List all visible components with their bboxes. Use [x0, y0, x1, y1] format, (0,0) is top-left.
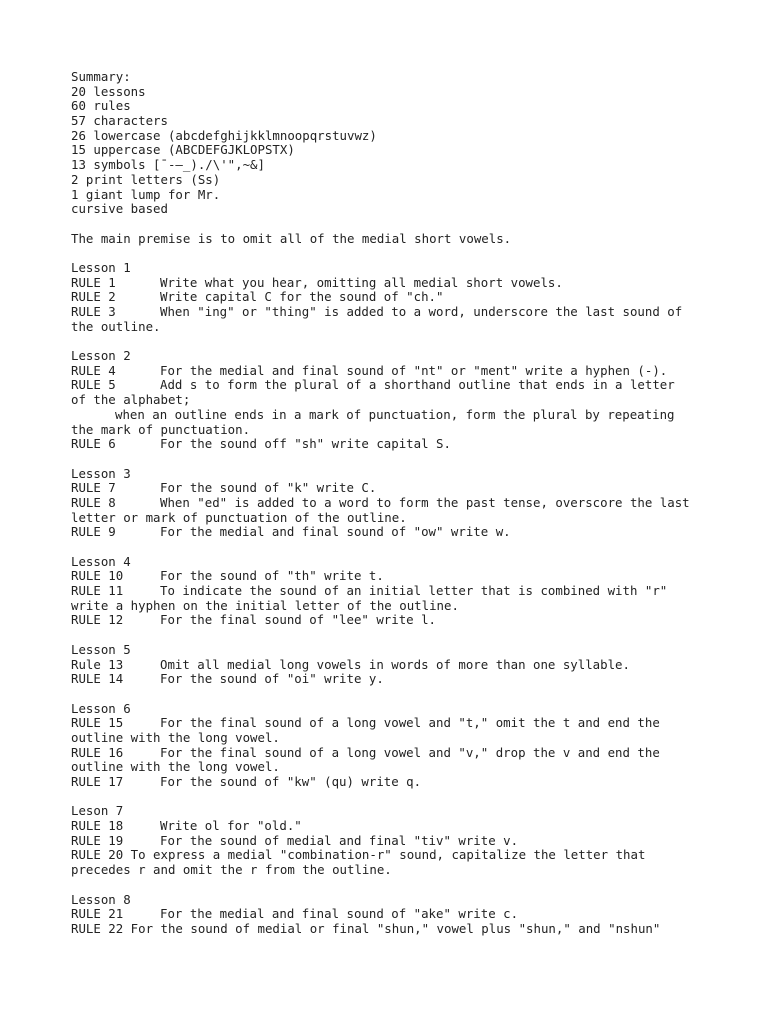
- rule-text: For the sound of "th" write t.: [160, 568, 384, 584]
- rule-text: For the sound off "sh" write capital S.: [160, 436, 451, 452]
- rule-continuation: precedes r and omit the r from the outline.: [71, 862, 392, 878]
- rule-text: Write capital C for the sound of "ch.": [160, 289, 444, 305]
- blank-line: [71, 878, 731, 893]
- summary-line: 2 print letters (Ss): [71, 171, 221, 187]
- summary-line: 13 symbols [¯-—_)./\'",~&]: [71, 157, 265, 173]
- rule-line: [71, 819, 731, 834]
- rule-line: [71, 569, 731, 584]
- rule-line: [71, 672, 731, 687]
- lesson-title: Lesson 2: [71, 348, 131, 364]
- rule-continuation: outline with the long vowel.: [71, 729, 280, 745]
- rule-continuation: the outline.: [71, 318, 161, 334]
- rule-label: RULE 1: [71, 274, 116, 290]
- rule-text: For the medial and final sound of "ow" write w.: [160, 524, 511, 540]
- rule-line: [71, 276, 731, 291]
- rule-line: [71, 746, 731, 761]
- rule-continuation: letter or mark of punctuation of the outline.: [71, 509, 407, 525]
- rule-continuation: the mark of punctuation.: [71, 421, 251, 437]
- summary-line: 26 lowercase (abcdefghijkklmnoopqrstuvwz): [71, 127, 377, 143]
- rule-label: RULE 4: [71, 362, 116, 378]
- lesson-title: Lesson 3: [71, 465, 131, 481]
- lesson-title: Lesson 5: [71, 641, 131, 657]
- rule-line: [71, 907, 731, 922]
- rule-label: RULE 8: [71, 494, 116, 510]
- rule-line: RULE 20 To express a medial "combination-r" sound, capitalize the letter that: [71, 847, 646, 863]
- summary-line: 60 rules: [71, 98, 131, 114]
- rule-label: Rule 13: [71, 656, 124, 672]
- rule-line: [71, 437, 731, 452]
- summary-line: 15 uppercase (ABCDEFGJKLOPSTX): [71, 142, 295, 158]
- rule-label: RULE 11: [71, 583, 124, 599]
- rule-text: When "ed" is added to a word to form the past tense, overscore the last: [160, 494, 690, 510]
- rule-line: [71, 305, 731, 320]
- rule-label: RULE 6: [71, 436, 116, 452]
- rule-label: RULE 17: [71, 774, 124, 789]
- rule-line: [71, 658, 731, 673]
- blank-line: [71, 217, 731, 232]
- summary-line: 57 characters: [71, 113, 168, 129]
- rule-text: When "ing" or "thing" is added to a word, underscore the last sound of: [160, 304, 683, 319]
- rule-label: RULE 21: [71, 906, 124, 922]
- rule-label: RULE 15: [71, 715, 124, 731]
- document-page: [71, 70, 731, 937]
- rule-text: To indicate the sound of an initial letter that is combined with "r": [160, 583, 668, 599]
- rule-label: RULE 2: [71, 289, 116, 305]
- summary-line: 1 giant lump for Mr.: [71, 186, 221, 202]
- blank-line: [71, 540, 731, 555]
- rule-line: [71, 613, 731, 628]
- rule-text: For the sound of medial and final "tiv" write v.: [160, 832, 519, 848]
- rule-text: Write what you hear, omitting all medial short vowels.: [160, 274, 563, 290]
- rule-text: For the sound of "kw" (qu) write q.: [160, 774, 422, 789]
- rule-label: RULE 18: [71, 818, 124, 834]
- lesson-title: Leson 7: [71, 803, 124, 819]
- rule-text: For the final sound of "lee" write l.: [160, 612, 437, 628]
- rule-label: RULE 19: [71, 832, 124, 848]
- rule-line: [71, 834, 731, 849]
- rule-text: Add s to form the plural of a shorthand outline that ends in a letter: [160, 377, 675, 393]
- rule-label: RULE 16: [71, 744, 124, 760]
- rule-line: [71, 481, 731, 496]
- summary-line: 20 lessons: [71, 83, 146, 99]
- rule-line: [71, 584, 731, 599]
- lesson-title: Lesson 4: [71, 553, 131, 569]
- rule-line: RULE 22 For the sound of medial or final "shun," vowel plus "shun," and "nshun": [71, 920, 661, 936]
- rule-label: RULE 3: [71, 304, 116, 319]
- rule-label: RULE 12: [71, 612, 124, 628]
- rule-label: RULE 9: [71, 524, 116, 540]
- premise-line: The main premise is to omit all of the medial short vowels.: [71, 230, 512, 246]
- rule-text: For the final sound of a long vowel and "t," omit the t and end the: [160, 715, 660, 731]
- rule-line: [71, 378, 731, 393]
- rule-label: RULE 10: [71, 568, 124, 584]
- rule-text: Omit all medial long vowels in words of more than one syllable.: [160, 656, 630, 672]
- rule-text: For the sound of "oi" write y.: [160, 671, 384, 687]
- rule-continuation: of the alphabet;: [71, 392, 191, 408]
- summary-line: cursive based: [71, 201, 168, 217]
- blank-line: [71, 628, 731, 643]
- rule-text: For the final sound of a long vowel and "v," drop the v and end the: [160, 744, 660, 760]
- blank-line: [71, 334, 731, 349]
- lesson-title: Lesson 6: [71, 700, 131, 716]
- rule-label: RULE 5: [71, 377, 116, 393]
- rule-text: For the sound of "k" write C.: [160, 480, 377, 496]
- blank-line: [71, 246, 731, 261]
- rule-line: [71, 775, 731, 790]
- rule-text: Write ol for "old.": [160, 818, 302, 834]
- rule-line: [71, 525, 731, 540]
- rule-label: RULE 14: [71, 671, 124, 687]
- blank-line: [71, 790, 731, 805]
- summary-heading: Summary:: [71, 69, 131, 84]
- blank-line: [71, 687, 731, 702]
- rule-line: [71, 496, 731, 511]
- rule-line: [71, 290, 731, 305]
- rule-line: [71, 716, 731, 731]
- rule-indented-line: when an outline ends in a mark of punctuation, form the plural by repeating: [115, 406, 675, 422]
- rule-text: For the medial and final sound of "ake" write c.: [160, 906, 519, 922]
- rule-continuation: write a hyphen on the initial letter of the outline.: [71, 597, 459, 613]
- rule-text: For the medial and final sound of "nt" or "ment" write a hyphen (-).: [160, 362, 668, 378]
- lesson-title: Lesson 8: [71, 891, 131, 907]
- rule-label: RULE 7: [71, 480, 116, 496]
- lesson-title: Lesson 1: [71, 259, 131, 275]
- rule-continuation: outline with the long vowel.: [71, 759, 280, 775]
- blank-line: [71, 452, 731, 467]
- rule-line: [71, 364, 731, 379]
